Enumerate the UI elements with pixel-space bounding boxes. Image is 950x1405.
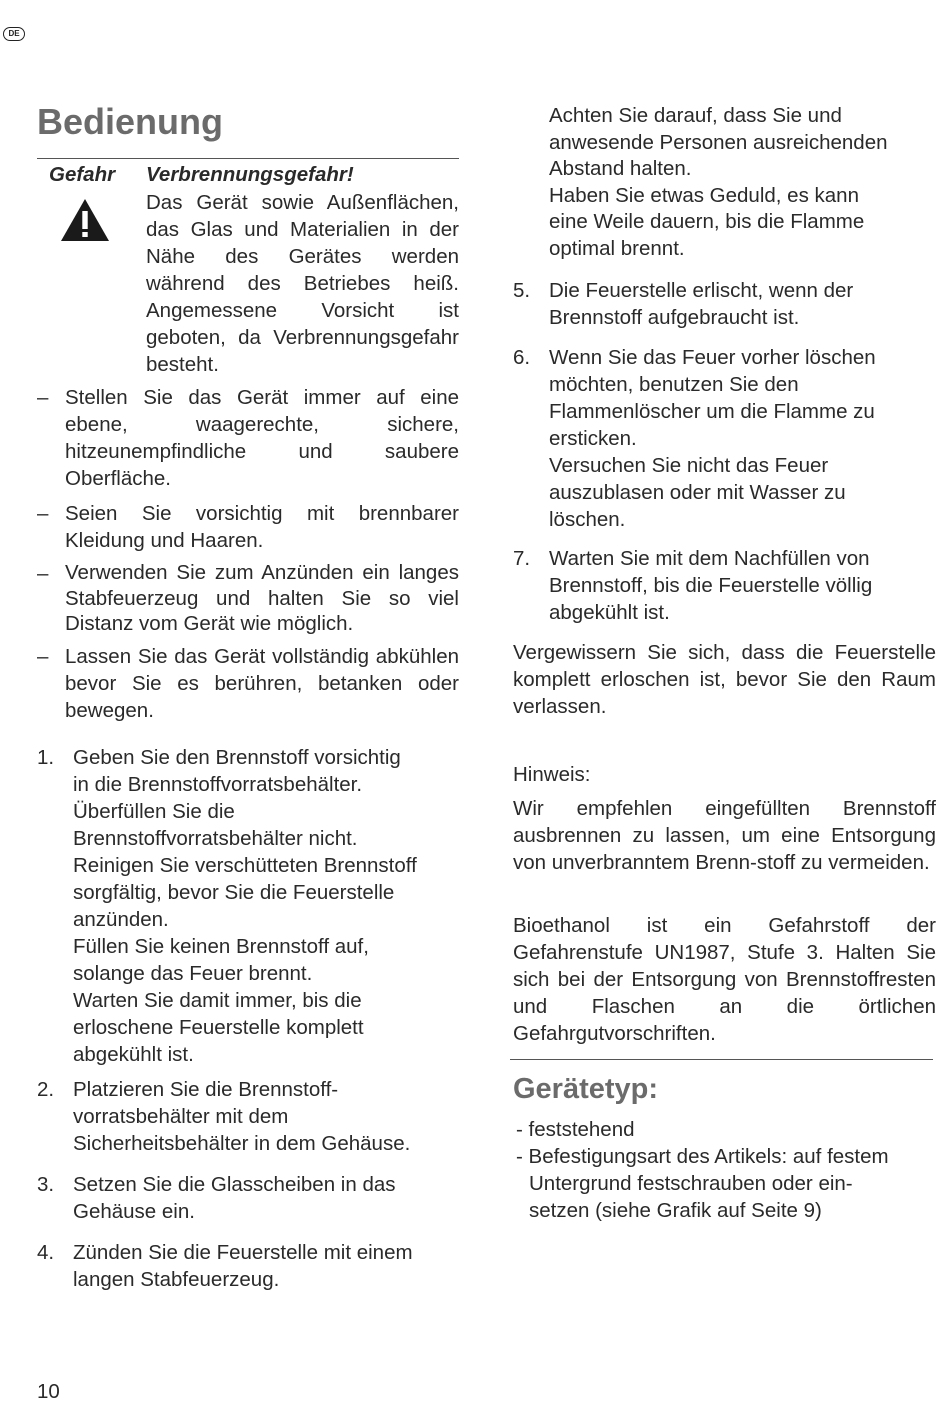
- section-divider: [510, 1059, 933, 1060]
- warning-text: Das Gerät sowie Außenflächen, das Glas und Materialien in der Nähe des Gerätes werden während des Betriebes heiß. Angemessene Vorsicht ist geboten, da Verbrennungsgefahr besteht.: [146, 191, 459, 376]
- closing-paragraph: Vergewissern Sie sich, dass die Feuerstelle komplett erloschen ist, bevor Sie den Raum verlassen.: [513, 641, 936, 718]
- warning-triangle-icon: [60, 198, 110, 249]
- dash-item-text: Verwenden Sie zum Anzünden ein langes Stabfeuerzeug und halten Sie so viel Distanz vom Gerät wie möglich.: [65, 561, 459, 635]
- dash-mark: –: [37, 645, 49, 668]
- step-text: Wenn Sie das Feuer vorher löschen möchten, benutzen Sie den Flammenlöscher um die Flamme zu ersticken. Versuchen Sie nicht das Feuer auszublasen oder mit Wasser zu löschen.: [549, 346, 876, 531]
- step-text: Setzen Sie die Glasscheiben in das Gehäuse ein.: [73, 1173, 396, 1223]
- dash-mark: –: [37, 562, 49, 585]
- dash-mark: –: [37, 386, 49, 409]
- page-title: Bedienung: [37, 101, 223, 142]
- note-label: Hinweis:: [513, 763, 591, 786]
- step-text: Geben Sie den Brennstoff vorsichtig in die Brennstoffvorratsbehälter. Überfüllen Sie die Brennstoffvorratsbehälter nicht. Reinigen Sie verschütteten Brennstoff sorgfältig, bevor Sie die Feuerstelle anzünden. Füllen Sie keinen Brennstoff auf, solange das Feuer brennt. Warten Sie damit immer, bis die erloschene Feuerstelle komplett abgekühlt ist.: [73, 746, 417, 1066]
- page-number: 10: [37, 1380, 60, 1403]
- dash-item-text: Lassen Sie das Gerät vollständig abkühlen bevor Sie es berühren, betanken oder bewegen.: [65, 645, 459, 722]
- dash-item-text: Seien Sie vorsichtig mit brennbarer Kleidung und Haaren.: [65, 502, 459, 552]
- device-type-item: - Befestigungsart des Artikels: auf festem Untergrund festschrauben oder ein- setzen (siehe Grafik auf Seite 9): [516, 1145, 889, 1222]
- dash-mark: –: [37, 502, 49, 525]
- step-text: Platzieren Sie die Brennstoff- vorratsbehälter mit dem Sicherheitsbehälter in dem Gehäuse.: [73, 1078, 411, 1155]
- step-text: Zünden Sie die Feuerstelle mit einem langen Stabfeuerzeug.: [73, 1241, 413, 1291]
- step-text: Warten Sie mit dem Nachfüllen von Brennstoff, bis die Feuerstelle völlig abgekühlt ist.: [549, 547, 873, 624]
- note-paragraph: Bioethanol ist ein Gefahrstoff der Gefahrenstufe UN1987, Stufe 3. Halten Sie sich bei der Entsorgung von Brennstoffresten und Flaschen an die örtlichen Gefahrgutvorschriften.: [513, 914, 936, 1045]
- step-number: 3.: [37, 1173, 55, 1196]
- device-type-item: - feststehend: [516, 1118, 635, 1141]
- step-number: 5.: [513, 279, 531, 302]
- note-paragraph: Wir empfehlen eingefüllten Brennstoff ausbrennen zu lassen, um eine Entsorgung von unverbranntem Brenn-stoff zu vermeiden.: [513, 797, 936, 874]
- step-text: Die Feuerstelle erlischt, wenn der Brennstoff aufgebraucht ist.: [549, 279, 854, 329]
- step-continuation: Achten Sie darauf, dass Sie und anwesende Personen ausreichenden Abstand halten. Haben Sie etwas Geduld, es kann eine Weile dauern, bis die Flamme optimal brennt.: [549, 104, 888, 260]
- step-number: 2.: [37, 1078, 55, 1101]
- warning-label: Gefahr: [49, 163, 116, 186]
- language-badge: DE: [3, 27, 25, 41]
- step-number: 1.: [37, 746, 55, 769]
- dash-item-text: Stellen Sie das Gerät immer auf eine ebene, waagerechte, sichere, hitzeunempfindliche und saubere Oberfläche.: [65, 386, 459, 490]
- title-divider: [37, 158, 459, 159]
- step-number: 4.: [37, 1241, 55, 1264]
- step-number: 7.: [513, 547, 531, 570]
- warning-heading: Verbrennungsgefahr!: [146, 163, 354, 186]
- step-number: 6.: [513, 346, 531, 369]
- section-subtitle: Gerätetyp:: [513, 1073, 659, 1105]
